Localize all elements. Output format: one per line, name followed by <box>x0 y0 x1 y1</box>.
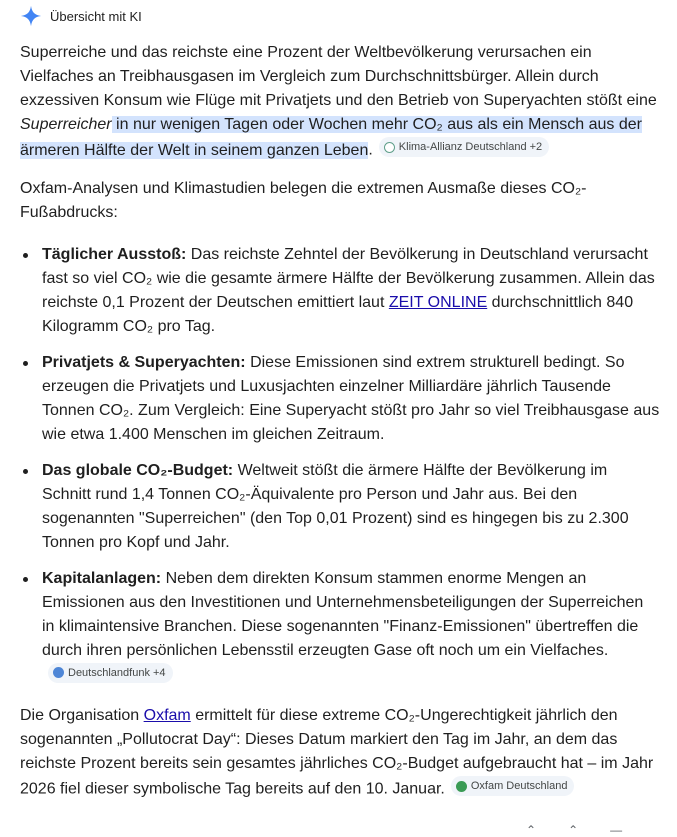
bullet-list <box>20 243 660 689</box>
source-favicon-icon <box>456 781 467 792</box>
list-item-text: Neben dem direkten Konsum stammen enorme Mengen an Emissionen aus den Investitionen und Unternehmensbeteiligungen der Superreichen in klimaintensive Branchen. Diese sogenannten "Finanz-Emissionen" übertreffen die durch ihren persönlichen Lebensstil erzeugten Gase oft noch um ein Vielfaches. <box>42 569 644 659</box>
intro-text: Superreiche und das reichste eine Prozent der Weltbevölkerung verursachen ein Vielfaches an Treibhausgasen im Vergleich zum Durchschnittsbürger. Allein durch exzessiven Konsum wie Flüge mit Privatjets und den Betrieb von Superyachten stößt eine <box>20 44 657 109</box>
source-favicon-icon <box>384 142 395 153</box>
source-chip-label: Oxfam Deutschland <box>470 780 568 792</box>
intro-end: . <box>368 141 373 159</box>
source-chip-klima-allianz[interactable] <box>379 137 549 157</box>
list-item <box>20 351 660 447</box>
list-item-text: Diese Emissionen sind extrem strukturell bedingt. So erzeugen die Privatjets und Luxusjachten einzelner Milliardäre jährlich Tausende Tonnen CO₂. Zum Vergleich: Eine Superyacht stößt pro Jahr so viel Treibhausgase aus wie etwa 1.400 Menschen im gleichen Zeitraum. <box>42 353 660 443</box>
list-item-text: Das reichste Zehntel der Bevölkerung in Deutschland verursacht fast so viel CO₂ wie die gesamte ärmere Hälfte der Bevölkerung zusammen. Allein das reichste 0,1 Prozent der Deutschen emittiert laut <box>42 245 655 311</box>
list-item-title: Privatjets & Superyachten: <box>42 353 246 371</box>
highlighted-text[interactable]: in nur wenigen Tagen oder Wochen mehr CO₂ aus als ein Mensch aus der ärmeren Hälfte der Welt in seinem ganzen Leben <box>20 116 642 159</box>
list-item-title: Das globale CO₂-Budget: <box>42 461 234 479</box>
source-chip-label: Deutschlandfunk +4 <box>68 666 166 679</box>
gemini-sparkle-icon <box>20 5 42 27</box>
list-item <box>20 243 660 339</box>
thumbs-down-icon[interactable]: ⌃ <box>568 823 579 837</box>
ai-overview-content <box>20 41 660 802</box>
list-item <box>20 459 660 555</box>
list-item <box>20 567 660 689</box>
outro-text: ermittelt für diese extreme CO₂-Ungerechtigkeit jährlich den sogenannten „Pollutocrat Day“: Dieses Datum markiert den Tag im Jahr, an dem das reichste Prozent bereits sein gesamtes jährliches CO₂-Budget aufgebraucht hat – im Jahr 2026 fiel dieser symbolische Tag bereits auf den 10. Januar. <box>20 707 654 798</box>
outro-text: Die Organisation <box>20 707 144 724</box>
list-item-text: durchschnittlich 840 Kilogramm CO₂ pro Tag. <box>42 293 634 335</box>
ai-overview-title: Übersicht mit KI <box>50 8 142 24</box>
source-chip-deutschlandfunk[interactable] <box>48 663 173 683</box>
source-chip-label: Klima-Allianz Deutschland +2 <box>398 141 543 153</box>
intro-italic: Superreicher <box>20 116 112 133</box>
zeit-online-link[interactable]: ZEIT ONLINE <box>388 293 488 311</box>
source-favicon-icon <box>53 667 64 678</box>
list-item-title: Kapitalanlagen: <box>42 569 162 587</box>
oxfam-link[interactable]: Oxfam <box>143 707 191 724</box>
intro-paragraph <box>20 41 660 163</box>
thumbs-up-icon[interactable]: ⌃ <box>526 823 537 837</box>
outro-paragraph <box>20 704 660 802</box>
list-item-text: Weltweit stößt die ärmere Hälfte der Bevölkerung im Schnitt rund 1,4 Tonnen CO₂-Äquivalente pro Person und Jahr aus. Bei den sogenannten "Superreichen" (den Top 0,01 Prozent) sind es hingegen bis zu 2.300 Tonnen pro Kopf und Jahr. <box>42 461 629 551</box>
lead-paragraph: Oxfam-Analysen und Klimastudien belegen die extremen Ausmaße dieses CO₂-Fußabdrucks: <box>20 179 587 221</box>
source-chip-oxfam[interactable] <box>451 776 575 796</box>
more-options-icon[interactable]: — <box>610 823 623 837</box>
list-item-title: Täglicher Ausstoß: <box>42 245 187 263</box>
ai-overview-header <box>20 5 142 27</box>
